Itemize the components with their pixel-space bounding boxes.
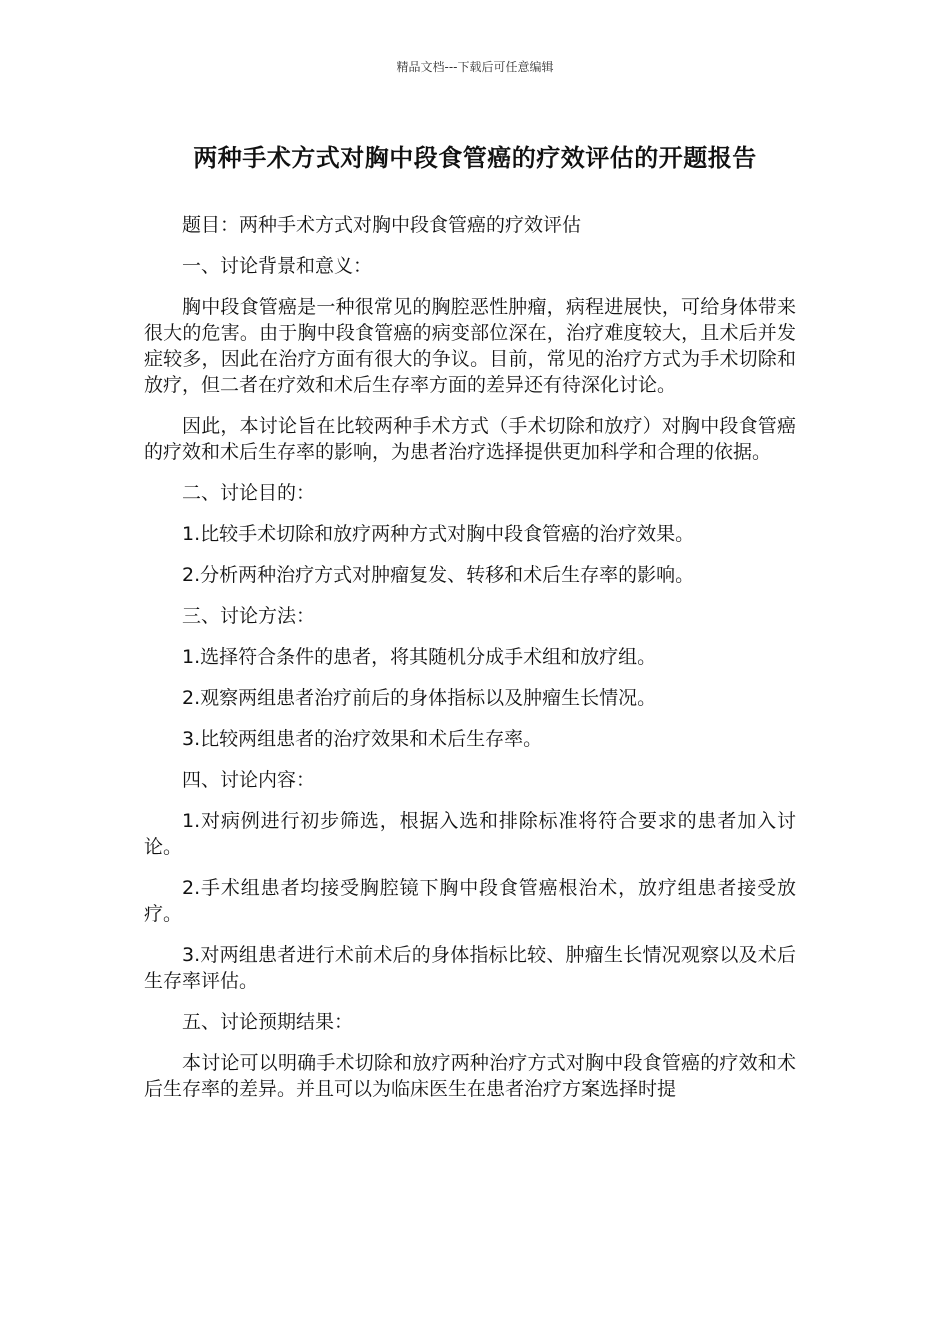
- topic-line: 题目：两种手术方式对胸中段食管癌的疗效评估: [182, 214, 582, 236]
- section-heading-methods: 三、讨论方法：: [182, 605, 316, 627]
- expected-results-paragraph: 本讨论可以明确手术切除和放疗两种治疗方式对胸中段食管癌的疗效和术后生存率的差异。并且可以为临床医生在患者治疗方案选择时提: [144, 1052, 796, 1100]
- document-title: 两种手术方式对胸中段食管癌的疗效评估的开题报告: [193, 144, 757, 172]
- method-item: 2.观察两组患者治疗前后的身体指标以及肿瘤生长情况。: [182, 687, 657, 709]
- section-heading-background: 一、讨论背景和意义：: [182, 255, 373, 277]
- content-item: 1.对病例进行初步筛选，根据入选和排除标准将符合要求的患者加入讨论。: [144, 810, 796, 858]
- significance-paragraph: 因此，本讨论旨在比较两种手术方式（手术切除和放疗）对胸中段食管癌的疗效和术后生存率的影响，为患者治疗选择提供更加科学和合理的依据。: [144, 415, 796, 463]
- purpose-item: 2.分析两种治疗方式对肿瘤复发、转移和术后生存率的影响。: [182, 564, 695, 586]
- page-header-note: 精品文档---下载后可任意编辑: [396, 60, 554, 74]
- section-heading-purpose: 二、讨论目的：: [182, 482, 316, 504]
- purpose-item: 1.比较手术切除和放疗两种方式对胸中段食管癌的治疗效果。: [182, 523, 695, 545]
- method-item: 1.选择符合条件的患者，将其随机分成手术组和放疗组。: [182, 646, 657, 668]
- document-body: [144, 212, 796, 1117]
- section-heading-content: 四、讨论内容：: [182, 769, 316, 791]
- content-item: 3.对两组患者进行术前术后的身体指标比较、肿瘤生长情况观察以及术后生存率评估。: [144, 944, 796, 992]
- background-paragraph: 胸中段食管癌是一种很常见的胸腔恶性肿瘤，病程进展快，可给身体带来很大的危害。由于胸中段食管癌的病变部位深在，治疗难度较大，且术后并发症较多，因此在治疗方面有很大的争议。目前，常见的治疗方式为手术切除和放疗，但二者在疗效和术后生存率方面的差异还有待深化讨论。: [144, 296, 796, 396]
- section-heading-expected-results: 五、讨论预期结果：: [182, 1011, 354, 1033]
- method-item: 3.比较两组患者的治疗效果和术后生存率。: [182, 728, 543, 750]
- content-item: 2.手术组患者均接受胸腔镜下胸中段食管癌根治术，放疗组患者接受放疗。: [144, 877, 796, 925]
